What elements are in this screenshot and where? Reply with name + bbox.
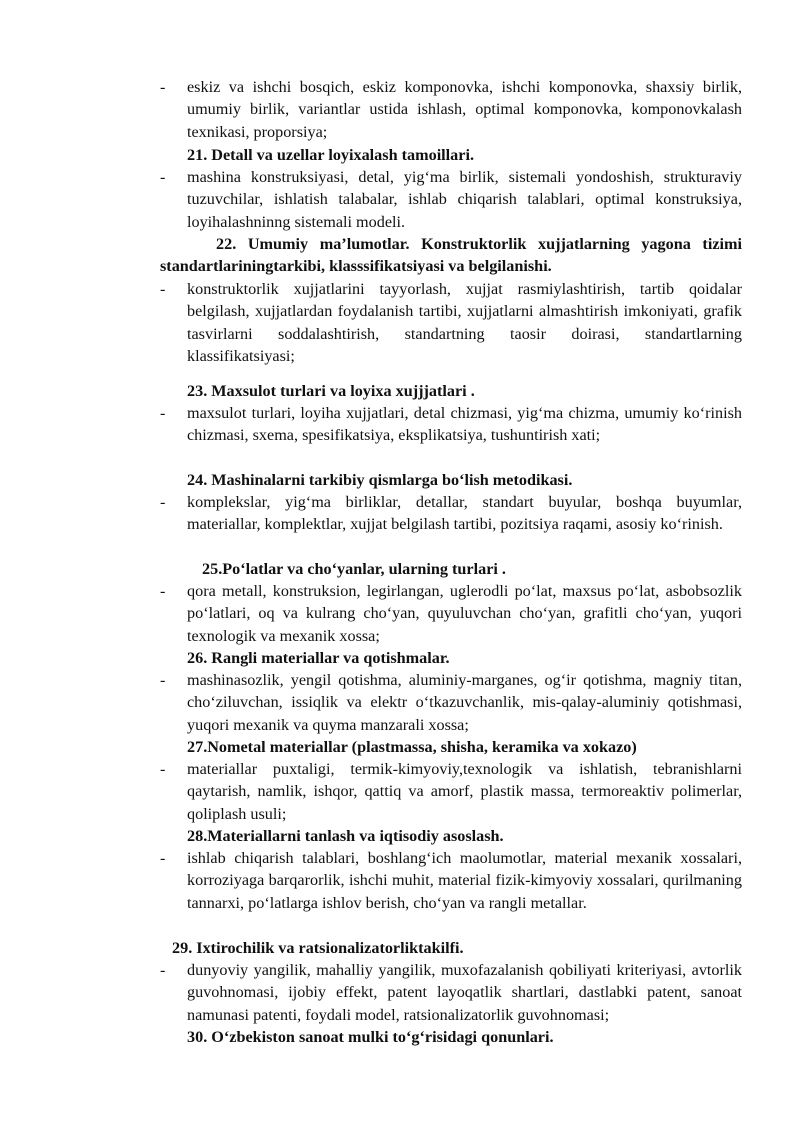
bullet-dash: - bbox=[160, 493, 166, 511]
section-heading: 21. Detall va uzellar loyixalash tamoillari. bbox=[187, 146, 475, 164]
list-item bbox=[160, 847, 742, 914]
section-heading bbox=[160, 233, 742, 278]
section-heading: 29. Ixtirochilik va ratsionalizatorliktakilfi. bbox=[172, 939, 464, 957]
section-heading: 23. Maxsulot turlari va loyixa xujjjatlari . bbox=[187, 382, 475, 400]
list-item-text: eskiz va ishchi bosqich, eskiz komponovka, ishchi komponovka, shaxsiy birlik, umumiy birlik, variantlar ustida ishlash, optimal komponovka, komponovkalash texnikasi, proporsiya; bbox=[187, 78, 742, 141]
list-item bbox=[160, 959, 742, 1026]
list-item bbox=[160, 278, 742, 368]
bullet-dash: - bbox=[160, 849, 166, 867]
list-item-text: konstruktorlik xujjatlarini tayyorlash, xujjat rasmiylashtirish, tartib qoidalar belgilash, xujjatlardan foydalanish tartibi, xujjatlarni almashtirish imkoniyati, grafik tasvirlarni soddalashtirish, standartning taosir doirasi, standartlarning klassifikatsiyasi; bbox=[187, 280, 742, 366]
section-heading: 27.Nometal materiallar (plastmassa, shisha, keramika va xokazo) bbox=[187, 738, 637, 756]
list-item bbox=[160, 76, 742, 143]
list-item-text: dunyoviy yangilik, mahalliy yangilik, muxofazalanish qobiliyati kriteriyasi, avtorlik guvohnomasi, ijobiy effekt, patent layoqatlik shartlari, dastlabki patent, sanoat namunasi patenti, foydali model, ratsionalizatorlik guvohnomasi; bbox=[187, 961, 742, 1024]
bullet-dash: - bbox=[160, 168, 166, 186]
list-item bbox=[160, 758, 742, 825]
section-heading: 30. O‘zbekiston sanoat mulki to‘g‘risidagi qonunlari. bbox=[187, 1028, 554, 1046]
list-item-text: materiallar puxtaligi, termik-kimyoviy,texnologik va ishlatish, tebranishlarni qaytarish, namlik, ishqor, qattiq va amorf, plastik massa, termoreaktiv polimerlar, qoliplash usuli; bbox=[187, 760, 742, 823]
list-item-text: qora metall, konstruksion, legirlangan, uglerodli po‘lat, maxsus po‘lat, asbobsozlik po‘latlari, oq va kulrang cho‘yan, quyuluvchan cho‘yan, grafitli cho‘yan, yuqori texnologik va mexanik xossa; bbox=[187, 582, 742, 645]
list-item-text: ishlab chiqarish talablari, boshlang‘ich maolumotlar, material mexanik xossalari, korroziyaga barqarorlik, ishchi muhit, material fizik-kimyoviy xossalari, qurilmaning tannarxi, po‘latlarga ishlov berish, cho‘yan va rangli metallar. bbox=[187, 849, 742, 912]
bullet-dash: - bbox=[160, 78, 166, 96]
list-item bbox=[160, 580, 742, 647]
bullet-dash: - bbox=[160, 760, 166, 778]
list-item-text: komplekslar, yig‘ma birliklar, detallar, standart buyular, boshqa buyumlar, materiallar, komplektlar, xujjat belgilash tartibi, pozitsiya raqami, asosiy ko‘rinish. bbox=[187, 493, 742, 534]
section-heading: 28.Materiallarni tanlash va iqtisodiy asoslash. bbox=[187, 827, 504, 845]
section-heading: 24. Mashinalarni tarkibiy qismlarga bo‘lish metodikasi. bbox=[187, 471, 573, 489]
bullet-dash: - bbox=[160, 582, 166, 600]
section-heading: 26. Rangli materiallar va qotishmalar. bbox=[187, 649, 450, 667]
list-item-text: mashinasozlik, yengil qotishma, aluminiy-marganes, og‘ir qotishma, magniy titan, cho‘ziluvchan, issiqlik va elektr o‘tkazuvchanlik, mis-qalay-aluminiy qotishmasi, yuqori mexanik va quyma manzarali xossa; bbox=[187, 671, 742, 734]
list-item-text: maxsulot turlari, loyiha xujjatlari, detal chizmasi, yig‘ma chizma, umumiy ko‘rinish chizmasi, sxema, spesifikatsiya, eksplikatsiya, tushuntirish xati; bbox=[187, 404, 742, 445]
list-item bbox=[160, 669, 742, 736]
list-item bbox=[160, 166, 742, 233]
list-item bbox=[160, 402, 742, 447]
bullet-dash: - bbox=[160, 961, 166, 979]
list-item bbox=[160, 491, 742, 536]
bullet-dash: - bbox=[160, 280, 166, 298]
list-item-text: mashina konstruksiyasi, detal, yig‘ma birlik, sistemali yondoshish, strukturaviy tuzuvchilar, ishlatish talabalar, ishlab chiqarish talablari, optimal konstruksiya, loyihalashninng sistemali modeli. bbox=[187, 168, 742, 231]
section-heading-text: 22. Umumiy ma’lumotlar. Konstruktorlik xujjatlarning yagona tizimi standartlariningtarkibi, klasssifikatsiyasi va belgilanishi. bbox=[160, 235, 742, 276]
bullet-dash: - bbox=[160, 404, 166, 422]
section-heading: 25.Po‘latlar va cho‘yanlar, ularning turlari . bbox=[202, 560, 506, 578]
bullet-dash: - bbox=[160, 671, 166, 689]
